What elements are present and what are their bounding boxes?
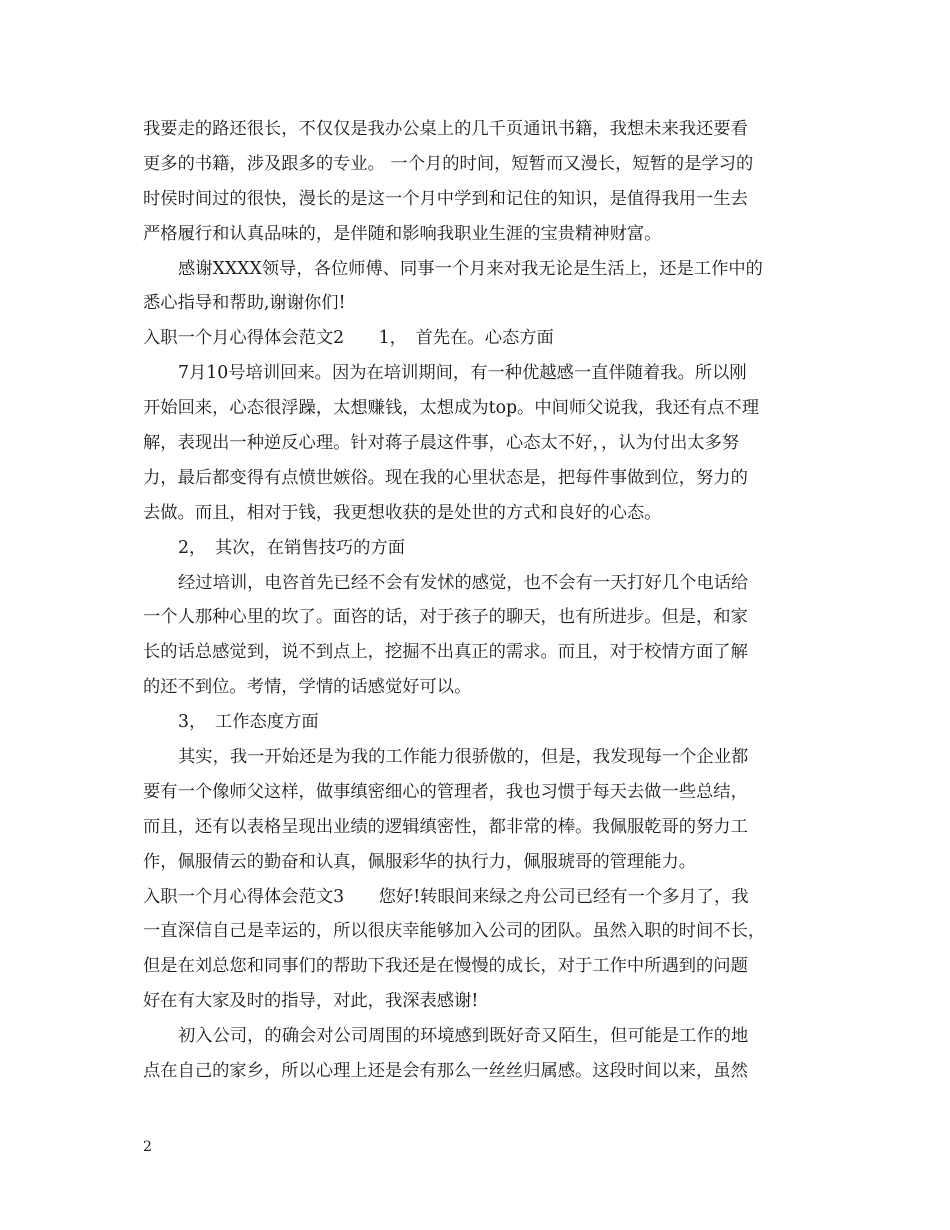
text-line: 悉心指导和帮助,谢谢你们! (143, 293, 346, 314)
text-line: 好在有大家及时的指导，对此，我深表感谢! (143, 991, 479, 1012)
text-line: 一直深信自己是幸运的，所以很庆幸能够加入公司的团队。虽然入职的时间不长， (143, 921, 766, 942)
text-line: 3， 工作态度方面 (178, 712, 319, 733)
text-line: 时侯时间过的很快，漫长的是这一个月中学到和记住的知识，是值得我用一生去 (143, 188, 748, 209)
text-line: 的还不到位。考情，学情的话感觉好可以。 (143, 677, 472, 698)
text-line: 解，表现出一种逆反心理。针对蒋子晨这件事，心态太不好，，认为付出太多努 (143, 433, 740, 454)
document-body (143, 112, 811, 1089)
text-line: 长的话总感觉到，说不到点上，挖掘不出真正的需求。而且，对于校情方面了解 (143, 642, 748, 663)
text-line: 我要走的路还很长，不仅仅是我办公桌上的几千页通讯书籍，我想未来我还要看 (143, 119, 748, 139)
text-line: 开始回来，心态很浮躁，太想赚钱，太想成为top。中间师父说我，我还有点不理 (143, 398, 759, 419)
text-line: 2， 其次，在销售技巧的方面 (178, 537, 406, 558)
text-line: 一个人那种心里的坎了。面咨的话，对于孩子的聊天，也有所进步。但是，和家 (143, 607, 748, 628)
text-line: 更多的书籍，涉及跟多的专业。 一个月的时间，短暂而又漫长，短暂的是学习的 (143, 153, 754, 174)
text-line: 7月10号培训回来。因为在培训期间，有一种优越感一直伴随着我。所以刚 (178, 363, 747, 384)
text-line: 初入公司，的确会对公司周围的环境感到既好奇又陌生，但可能是工作的地 (178, 1026, 749, 1047)
text-line: 经过培训，电咨首先已经不会有发怵的感觉，也不会有一天打好几个电话给 (178, 572, 749, 593)
text-line: 感谢XXXX领导，各位师傅、同事一个月来对我无论是生活上，还是工作中的 (178, 258, 763, 279)
text-line: 力，最后都变得有点愤世嫉俗。现在我的心里状态是，把每件事做到位，努力的 (143, 467, 748, 488)
text-line: 点在自己的家乡，所以心理上还是会有那么一丝丝归属感。这段时间以来，虽然 (143, 1061, 748, 1082)
text-line: 要有一个像师父这样，做事缜密细心的管理者，我也习惯于每天去做一些总结， (143, 781, 748, 802)
text-line: 其实，我一开始还是为我的工作能力很骄傲的，但是，我发现每一个企业都 (178, 747, 749, 768)
text-line: 去做。而且，相对于钱，我更想收获的是处世的方式和良好的心态。 (143, 502, 662, 523)
text-line: 作，佩服倩云的勤奋和认真，佩服彩华的执行力，佩服琥哥的管理能力。 (143, 851, 697, 872)
text-line: 严格履行和认真品味的，是伴随和影响我职业生涯的宝贵精神财富。 (143, 223, 662, 244)
text-line: 而且，还有以表格呈现出业绩的逻辑缜密性，都非常的棒。我佩服乾哥的努力工 (143, 816, 748, 837)
page-number: 2 (143, 1139, 152, 1155)
text-line: 入职一个月心得体会范文3 您好!转眼间来绿之舟公司已经有一个多月了，我 (143, 886, 749, 907)
text-line: 但是在刘总您和同事们的帮助下我还是在慢慢的成长，对于工作中所遇到的问题 (143, 956, 748, 977)
text-line: 入职一个月心得体会范文2 1， 首先在。心态方面 (143, 328, 554, 349)
